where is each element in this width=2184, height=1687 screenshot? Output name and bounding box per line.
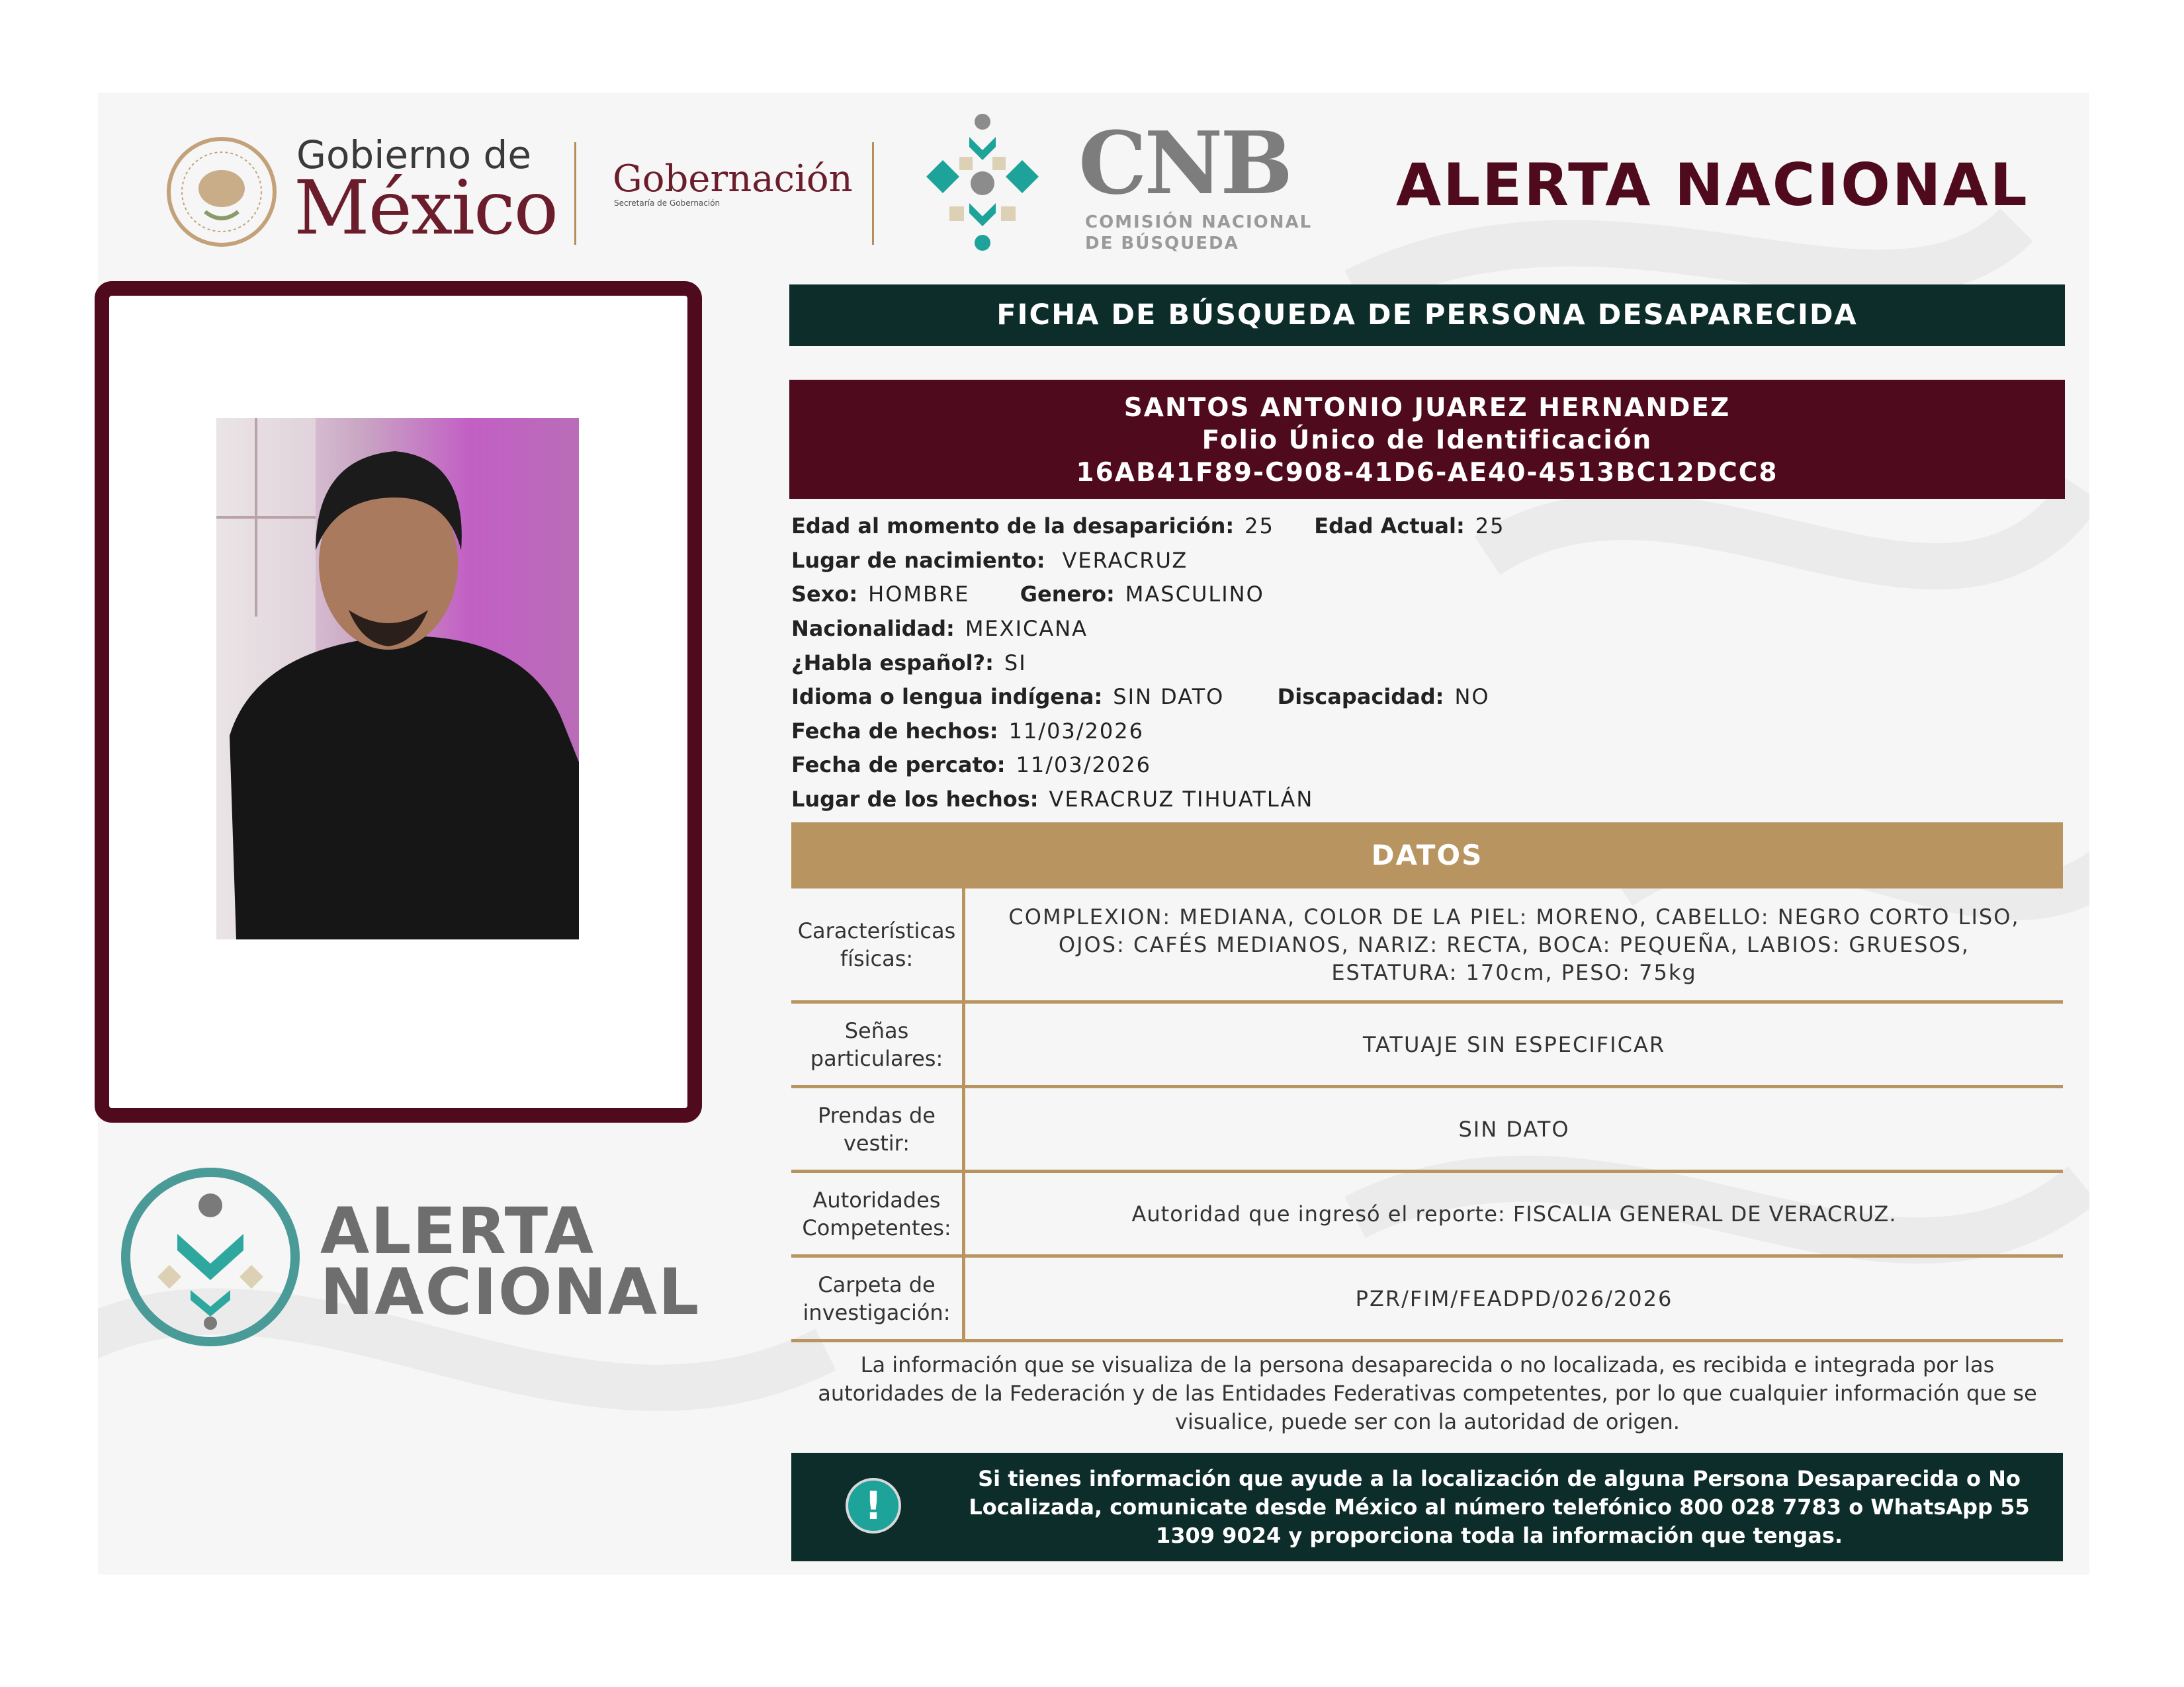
idioma-label: Idioma o lengua indígena: xyxy=(791,684,1103,709)
person-name: SANTOS ANTONIO JUAREZ HERNANDEZ xyxy=(1123,393,1731,423)
person-photo xyxy=(216,418,579,939)
info-idioma xyxy=(791,684,1490,709)
nacional-text: NACIONAL xyxy=(320,1255,701,1329)
fecha-percato-value: 11/03/2026 xyxy=(1016,752,1151,777)
lugar-hechos-label: Lugar de los hechos: xyxy=(791,787,1039,812)
disclaimer-text: La información que se visualiza de la persona desaparecida o no localizada, es recibida e integrada por las autoridades de la Federación y de las Entidades Federativas competentes, por lo que cualquier información que se visualice, puede ser con la autoridad de origen. xyxy=(818,1352,2037,1434)
edad-desaparicion-label: Edad al momento de la desaparición: xyxy=(791,513,1235,539)
mexico-emblem-icon xyxy=(159,132,284,251)
edad-actual-value: 25 xyxy=(1475,513,1505,539)
cnb-subtitle-line1: COMISIÓN NACIONAL xyxy=(1085,212,1313,232)
info-nacionalidad xyxy=(791,616,1088,641)
row-value: SIN DATO xyxy=(1458,1116,1570,1142)
header-separator-2 xyxy=(872,142,874,245)
info-edad xyxy=(791,513,1505,539)
cnb-subtitle xyxy=(1085,212,1312,254)
row-value: TATUAJE SIN ESPECIFICAR xyxy=(1362,1031,1666,1057)
gobernacion-subtitle: Secretaría de Gobernación xyxy=(614,198,721,208)
row-label: Características físicas: xyxy=(791,888,965,1000)
row-label: Carpeta de investigación: xyxy=(791,1258,965,1339)
table-row xyxy=(791,1088,2063,1173)
habla-label: ¿Habla español?: xyxy=(791,650,994,675)
lugar-hechos-value: VERACRUZ TIHUATLÁN xyxy=(1049,787,1314,812)
alerta-nacional-logo-text xyxy=(320,1194,701,1329)
table-row xyxy=(791,1004,2063,1088)
cnb-logo-icon xyxy=(903,107,1062,266)
fecha-hechos-label: Fecha de hechos: xyxy=(791,718,998,744)
row-label: Autoridades Competentes: xyxy=(791,1173,965,1254)
info-fecha-percato xyxy=(791,752,1151,777)
info-fecha-hechos xyxy=(791,718,1144,744)
lugar-nacimiento-label: Lugar de nacimiento: xyxy=(791,548,1045,573)
info-habla xyxy=(791,650,1027,675)
row-label: Señas particulares: xyxy=(791,1004,965,1085)
header-separator xyxy=(574,142,576,245)
fecha-percato-label: Fecha de percato: xyxy=(791,752,1006,777)
row-value: COMPLEXION: MEDIANA, COLOR DE LA PIEL: MORENO, CABELLO: NEGRO CORTO LISO, OJOS: CAFÉS MEDIANOS, NARIZ: RECTA, BOCA: PEQUEÑA, LABIOS: GRUESOS, ESTATURA: 170cm, PESO: 75kg xyxy=(1008,904,2020,985)
cnb-text: CNB xyxy=(1078,112,1291,214)
table-row xyxy=(791,1173,2063,1258)
datos-header: DATOS xyxy=(791,822,2063,888)
discapacidad-label: Discapacidad: xyxy=(1277,684,1444,709)
info-lugar-hechos xyxy=(791,787,1313,812)
gobernacion-text: Gobernación xyxy=(613,157,853,200)
genero-label: Genero: xyxy=(1020,582,1115,607)
person-header xyxy=(789,380,2065,499)
row-value: PZR/FIM/FEADPD/026/2026 xyxy=(1355,1285,1673,1311)
alerta-nacional-logo-icon xyxy=(118,1164,303,1350)
info-lugar-nacimiento xyxy=(791,548,1188,573)
alerta-nacional-title: ALERTA NACIONAL xyxy=(1396,151,2029,219)
lugar-nacimiento-value: VERACRUZ xyxy=(1062,548,1188,573)
folio-value: 16AB41F89-C908-41D6-AE40-4513BC12DCC8 xyxy=(1076,458,1778,488)
contact-box xyxy=(791,1453,2063,1561)
folio-label: Folio Único de Identificación xyxy=(1201,425,1653,455)
table-row xyxy=(791,1258,2063,1342)
genero-value: MASCULINO xyxy=(1125,582,1264,607)
edad-actual-label: Edad Actual: xyxy=(1314,513,1465,539)
mexico-text: México xyxy=(294,165,558,251)
discapacidad-value: NO xyxy=(1454,684,1490,709)
row-value: Autoridad que ingresó el reporte: FISCALIA GENERAL DE VERACRUZ. xyxy=(1131,1201,1897,1227)
ficha-title: FICHA DE BÚSQUEDA DE PERSONA DESAPARECIDA xyxy=(789,284,2065,346)
row-label: Prendas de vestir: xyxy=(791,1088,965,1170)
exclamation-icon: ! xyxy=(846,1478,901,1534)
info-sexo xyxy=(791,582,1264,607)
gobierno-de-text: Gobierno de xyxy=(296,132,532,177)
nacionalidad-label: Nacionalidad: xyxy=(791,616,955,641)
fecha-hechos-value: 11/03/2026 xyxy=(1008,718,1144,744)
edad-desaparicion-value: 25 xyxy=(1245,513,1274,539)
sexo-value: HOMBRE xyxy=(868,582,970,607)
idioma-value: SIN DATO xyxy=(1113,684,1225,709)
table-row xyxy=(791,888,2063,1004)
cnb-subtitle-line2: DE BÚSQUEDA xyxy=(1085,234,1239,253)
alerta-text: ALERTA xyxy=(320,1194,595,1268)
sexo-label: Sexo: xyxy=(791,582,858,607)
habla-value: SI xyxy=(1004,650,1027,675)
nacionalidad-value: MEXICANA xyxy=(965,616,1088,641)
contact-text: Si tienes información que ayude a la localización de alguna Persona Desaparecida o No Localizada, comunicate desde México al número telefónico 800 028 7783 o WhatsApp 55 1309 9024 y proporciona toda la información que tengas. xyxy=(969,1466,2030,1548)
